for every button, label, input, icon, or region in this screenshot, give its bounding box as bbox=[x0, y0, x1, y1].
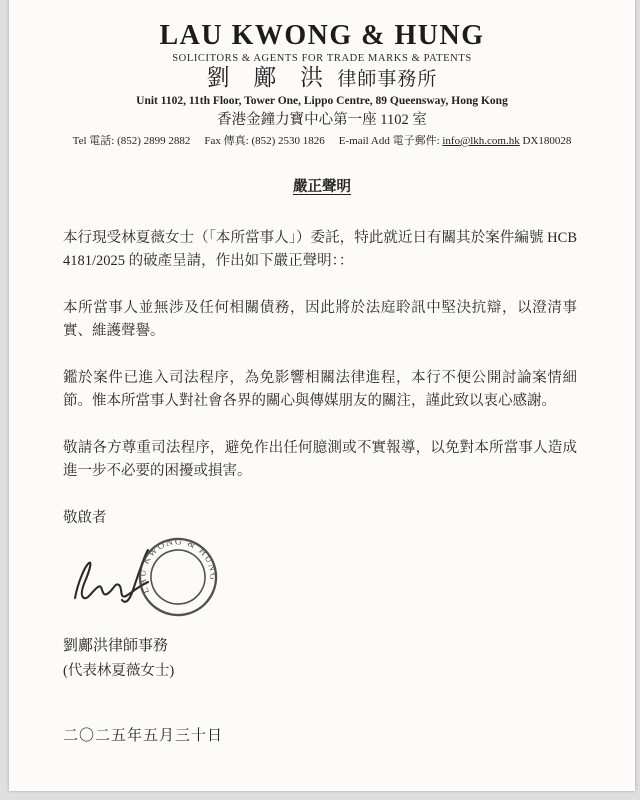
email-value: info@lkh.com.hk bbox=[442, 134, 520, 147]
email-label: E-mail Add 電子郵件: bbox=[338, 134, 443, 147]
statement-paragraph: 敬請各方尊重司法程序，避免作出任何臆測或不實報導，以免對本所當事人造成進一步不必要的困擾或損害。 bbox=[63, 439, 577, 480]
signer-lines bbox=[63, 634, 577, 684]
closing-salutation: 敬啟者 bbox=[63, 509, 107, 526]
firm-name-chinese-principals: 劉 鄺 洪 bbox=[206, 65, 333, 91]
statement-paragraph: 鑑於案件已進入司法程序，為免影響相關法律進程，本行不便公開討論案情細節。惟本所當事人對社會各界的關心與傳媒朋友的關注，謹此致以衷心感謝。 bbox=[63, 369, 577, 410]
signature-block bbox=[63, 538, 577, 634]
contact-line bbox=[9, 132, 635, 148]
firm-subtitle: SOLICITORS & AGENTS FOR TRADE MARKS & PATENTS bbox=[172, 53, 472, 65]
address-english: Unit 1102, 11th Floor, Tower One, Lippo Centre, 89 Queensway, Hong Kong bbox=[136, 94, 508, 107]
fax-value: (852) 2530 1826 bbox=[251, 134, 325, 147]
firm-name-english: LAU KWONG & HUNG bbox=[159, 20, 485, 51]
statement-date: 二〇二五年五月三十日 bbox=[63, 727, 224, 744]
statement-title: 嚴正聲明 bbox=[293, 178, 351, 195]
tel-label: Tel 電話: bbox=[72, 134, 118, 147]
fax-label: Fax 傳真: bbox=[204, 134, 252, 147]
statement-paragraph: 本行現受林夏薇女士（「本所當事人」）委託，特此就近日有關其於案件編號 HCB 4181/2025 的破產呈請，作出如下嚴正聲明：： bbox=[63, 229, 577, 270]
letterhead bbox=[9, 0, 635, 148]
firm-stamp bbox=[135, 534, 221, 620]
signer-on-behalf: (代表林夏薇女士) bbox=[63, 663, 175, 680]
statement-paragraph: 本所當事人並無涉及任何相關債務，因此將於法庭聆訊中堅決抗辯，以澄清事實、維護聲譽。 bbox=[63, 299, 577, 340]
dx-code: DX180028 bbox=[519, 134, 572, 147]
svg-text:LAU KWONG & HUNG bbox=[135, 534, 219, 595]
signer-firm-name: 劉鄺洪律師事務 bbox=[63, 638, 169, 655]
letter-page bbox=[9, 0, 635, 791]
stamp-ring-text: LAU KWONG & HUNG bbox=[138, 537, 218, 595]
address-chinese: 香港金鐘力寶中心第一座 1102 室 bbox=[217, 111, 427, 128]
firm-name-chinese bbox=[9, 65, 635, 91]
tel-value: (852) 2899 2882 bbox=[117, 134, 191, 147]
firm-name-chinese-suffix: 律師事務所 bbox=[337, 69, 438, 91]
statement-body bbox=[9, 227, 635, 748]
